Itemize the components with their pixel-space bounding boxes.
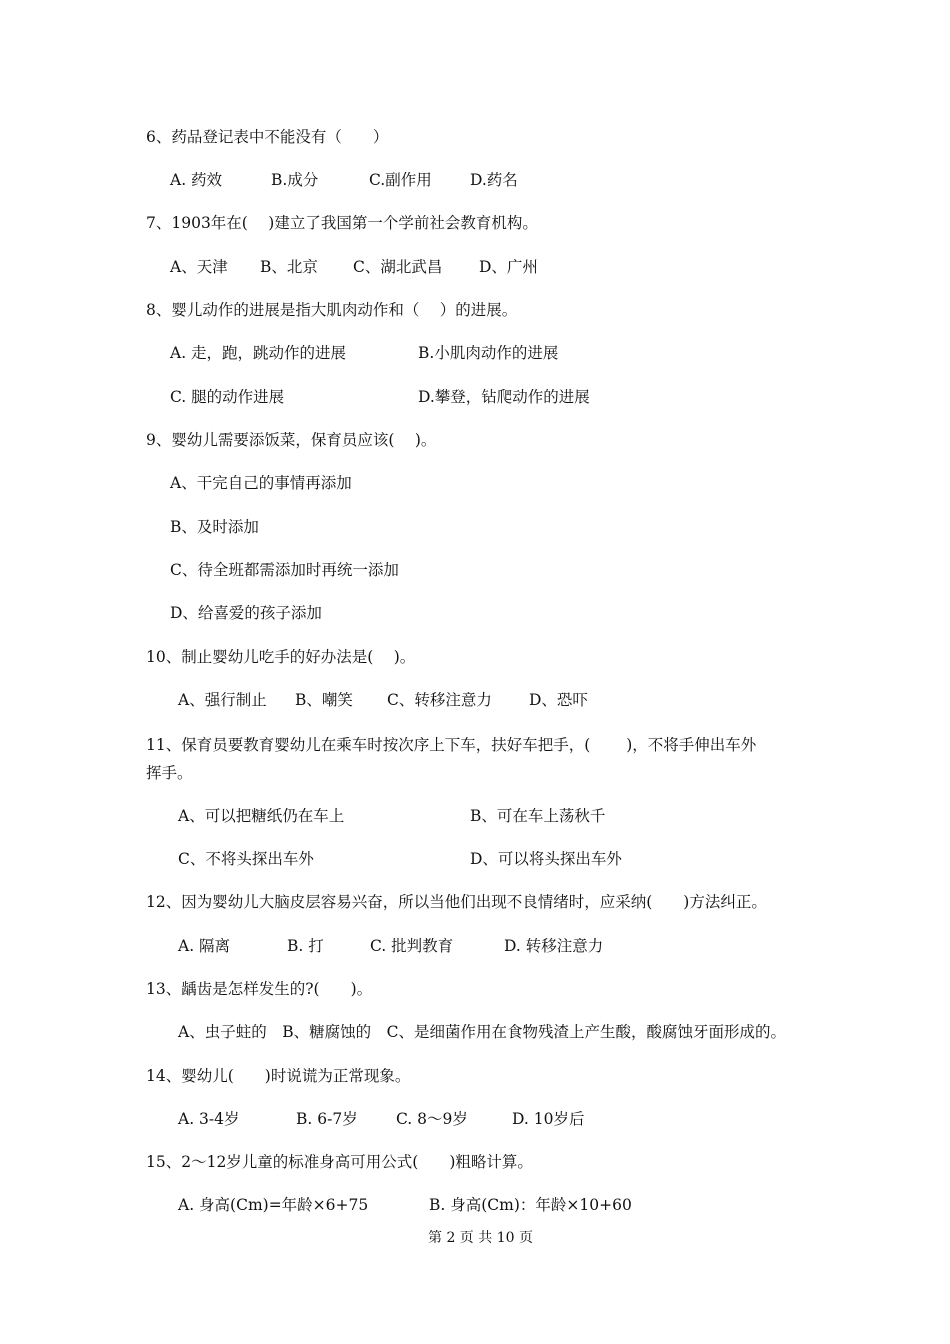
question-11-option-d: D、可以将头探出车外 xyxy=(470,850,622,868)
question-14-option-b: B. 6-7岁 xyxy=(296,1110,358,1128)
question-7-stem: 7、1903年在( )建立了我国第一个学前社会教育机构。 xyxy=(146,214,538,232)
question-8-stem: 8、婴儿动作的进展是指大肌肉动作和（ ）的进展。 xyxy=(146,301,518,319)
question-10-option-c: C、转移注意力 xyxy=(387,691,492,709)
question-13-stem: 13、龋齿是怎样发生的?( )。 xyxy=(146,980,373,998)
question-7-option-b: B、北京 xyxy=(260,258,318,276)
question-9-option-a: A、干完自己的事情再添加 xyxy=(170,474,352,492)
question-14-stem: 14、婴幼儿( )时说谎为正常现象。 xyxy=(146,1067,411,1085)
question-12-option-a: A. 隔离 xyxy=(178,937,231,955)
question-13-options: A、虫子蛀的 B、糖腐蚀的 C、是细菌作用在食物残渣上产生酸，酸腐蚀牙面形成的。 xyxy=(178,1023,786,1041)
question-9-option-c: C、待全班都需添加时再统一添加 xyxy=(170,561,399,579)
question-14-option-a: A. 3-4岁 xyxy=(178,1110,240,1128)
question-11-stem-line1: 11、保育员要教育婴幼儿在乘车时按次序上下车，扶好车把手，( )，不将手伸出车外 xyxy=(146,736,757,754)
question-10-stem: 10、制止婴幼儿吃手的好办法是( )。 xyxy=(146,648,416,666)
question-11-option-b: B、可在车上荡秋千 xyxy=(470,807,606,825)
question-10-option-b: B、嘲笑 xyxy=(295,691,353,709)
question-9-stem: 9、婴幼儿需要添饭菜，保育员应该( )。 xyxy=(146,431,437,449)
question-6-option-a: A. 药效 xyxy=(170,171,223,189)
question-9-option-b: B、及时添加 xyxy=(170,518,259,536)
question-11-option-a: A、可以把糖纸仍在车上 xyxy=(178,807,345,825)
question-14-option-d: D. 10岁后 xyxy=(512,1110,585,1128)
question-8-option-c: C. 腿的动作进展 xyxy=(170,388,285,406)
question-15-stem: 15、2～12岁儿童的标准身高可用公式( )粗略计算。 xyxy=(146,1153,533,1171)
question-15-option-b: B. 身高(Cm)：年龄×10+60 xyxy=(429,1196,632,1214)
question-7-option-c: C、湖北武昌 xyxy=(353,258,443,276)
question-6-option-b: B.成分 xyxy=(271,171,319,189)
question-6-option-d: D.药名 xyxy=(470,171,518,189)
question-12-option-d: D. 转移注意力 xyxy=(504,937,604,955)
question-15-option-a: A. 身高(Cm)=年龄×6+75 xyxy=(178,1196,369,1214)
question-6-stem: 6、药品登记表中不能没有（ ） xyxy=(146,128,389,146)
question-6-option-c: C.副作用 xyxy=(369,171,432,189)
question-12-stem: 12、因为婴幼儿大脑皮层容易兴奋，所以当他们出现不良情绪时，应采纳( )方法纠正。 xyxy=(146,893,767,911)
question-14-option-c: C. 8～9岁 xyxy=(396,1110,468,1128)
question-10-option-a: A、强行制止 xyxy=(178,691,267,709)
question-12-option-c: C. 批判教育 xyxy=(370,937,454,955)
question-12-option-b: B. 打 xyxy=(287,937,324,955)
question-11-option-c: C、不将头探出车外 xyxy=(178,850,314,868)
question-10-option-d: D、恐吓 xyxy=(529,691,588,709)
question-11-stem-line2: 挥手。 xyxy=(146,764,193,782)
question-8-option-a: A. 走，跑，跳动作的进展 xyxy=(170,344,347,362)
question-8-option-d: D.攀登，钻爬动作的进展 xyxy=(418,388,590,406)
question-8-option-b: B.小肌肉动作的进展 xyxy=(418,344,559,362)
question-7-option-a: A、天津 xyxy=(170,258,228,276)
question-7-option-d: D、广州 xyxy=(479,258,538,276)
page-number-footer: 第 2 页 共 10 页 xyxy=(428,1230,533,1246)
question-9-option-d: D、给喜爱的孩子添加 xyxy=(170,604,322,622)
